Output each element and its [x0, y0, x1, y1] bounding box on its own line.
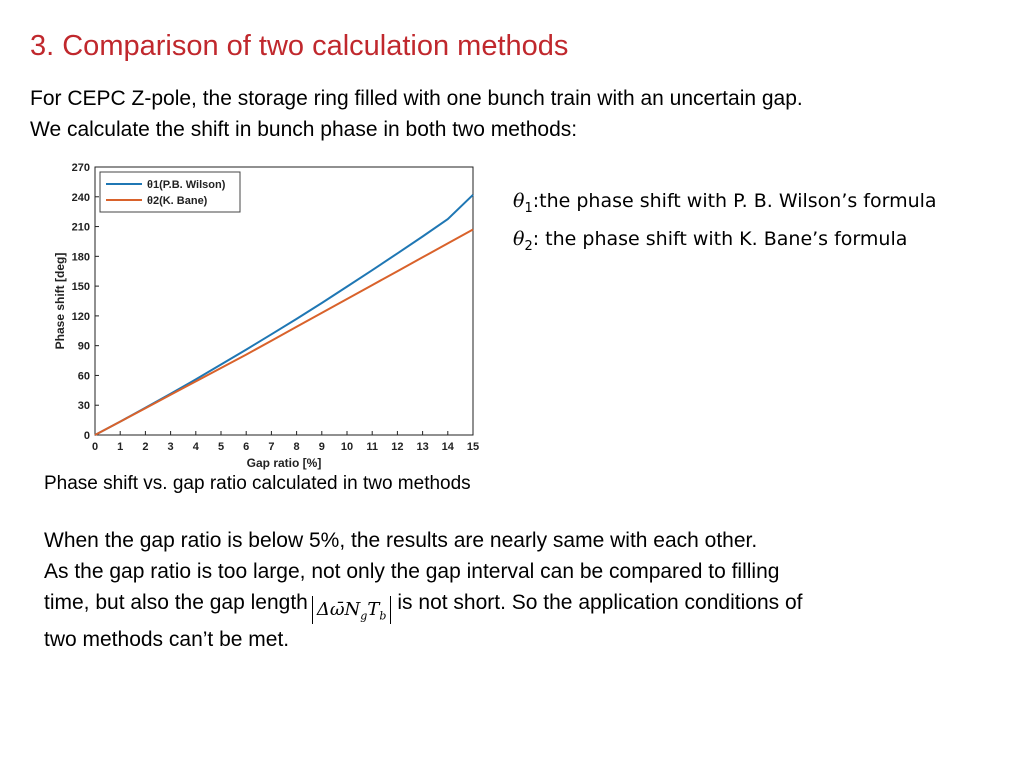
y-tick-label-3: 90	[77, 340, 90, 353]
x-tick-label-4: 4	[192, 441, 199, 453]
x-tick-label-10: 10	[340, 441, 354, 453]
formula-t: T	[367, 599, 380, 620]
conclusion-line-4: two methods can’t be met.	[44, 628, 290, 651]
x-tick-label-3: 3	[167, 441, 174, 453]
intro-text	[30, 83, 803, 145]
conclusion-line-1: When the gap ratio is below 5%, the results are nearly same with each other.	[44, 529, 758, 552]
y-tick-label-2: 60	[77, 370, 90, 383]
legend-label-2: θ2(K. Bane)	[147, 195, 208, 207]
x-tick-label-9: 9	[318, 441, 325, 453]
theta1-subscript: 1	[524, 200, 533, 216]
formula-sub-g: g	[360, 609, 368, 623]
definition-theta1	[513, 186, 937, 224]
theta1-symbol: θ	[513, 190, 525, 212]
y-axis-label: Phase shift [deg]	[53, 252, 67, 350]
x-tick-label-2: 2	[142, 441, 149, 453]
conclusion-text	[44, 525, 802, 655]
definition-theta2	[513, 224, 937, 262]
x-tick-label-1: 1	[117, 441, 124, 453]
x-tick-label-15: 15	[466, 441, 480, 453]
slide-title: 3. Comparison of two calculation methods	[30, 30, 569, 62]
legend-label-1: θ1(P.B. Wilson)	[147, 179, 226, 191]
phase-shift-chart	[48, 155, 488, 473]
y-tick-label-9: 270	[71, 162, 90, 174]
x-tick-label-14: 14	[441, 441, 454, 453]
y-tick-label-8: 240	[71, 191, 90, 204]
x-tick-label-0: 0	[91, 441, 99, 453]
gap-length-formula	[312, 596, 392, 624]
formula-main: Δω̄N	[316, 599, 361, 620]
y-tick-label-7: 210	[71, 221, 90, 234]
y-tick-label-0: 0	[83, 430, 90, 442]
theta1-description: :the phase shift with P. B. Wilson’s formula	[532, 190, 937, 212]
x-tick-label-12: 12	[391, 441, 404, 453]
theta2-symbol: θ	[513, 227, 525, 250]
intro-line-1: For CEPC Z-pole, the storage ring filled with one bunch train with an uncertain gap.	[30, 87, 803, 110]
intro-line-2: We calculate the shift in bunch phase in both two methods:	[30, 118, 578, 141]
y-tick-label-4: 120	[71, 310, 90, 323]
chart-caption: Phase shift vs. gap ratio calculated in two methods	[44, 473, 471, 494]
x-tick-label-8: 8	[293, 441, 300, 453]
conclusion-line-3-pre: time, but also the gap length	[44, 591, 308, 614]
symbol-definitions	[513, 186, 937, 262]
x-tick-label-5: 5	[217, 441, 225, 453]
y-tick-label-6: 180	[71, 251, 90, 264]
conclusion-line-3-post: is not short. So the application conditions of	[397, 591, 803, 614]
theta2-subscript: 2	[524, 238, 533, 254]
x-tick-label-6: 6	[243, 441, 250, 453]
y-tick-label-5: 150	[71, 281, 90, 294]
x-axis-label: Gap ratio [%]	[246, 456, 322, 470]
y-tick-label-1: 30	[77, 400, 90, 413]
theta2-description: : the phase shift with K. Bane’s formula	[532, 227, 908, 250]
conclusion-line-2: As the gap ratio is too large, not only the gap interval can be compared to filling	[44, 560, 780, 583]
conclusion-line-3	[44, 587, 802, 624]
formula-sub-b: b	[379, 609, 387, 623]
x-tick-label-11: 11	[366, 441, 379, 453]
x-tick-label-13: 13	[416, 441, 429, 453]
x-tick-label-7: 7	[268, 441, 275, 453]
